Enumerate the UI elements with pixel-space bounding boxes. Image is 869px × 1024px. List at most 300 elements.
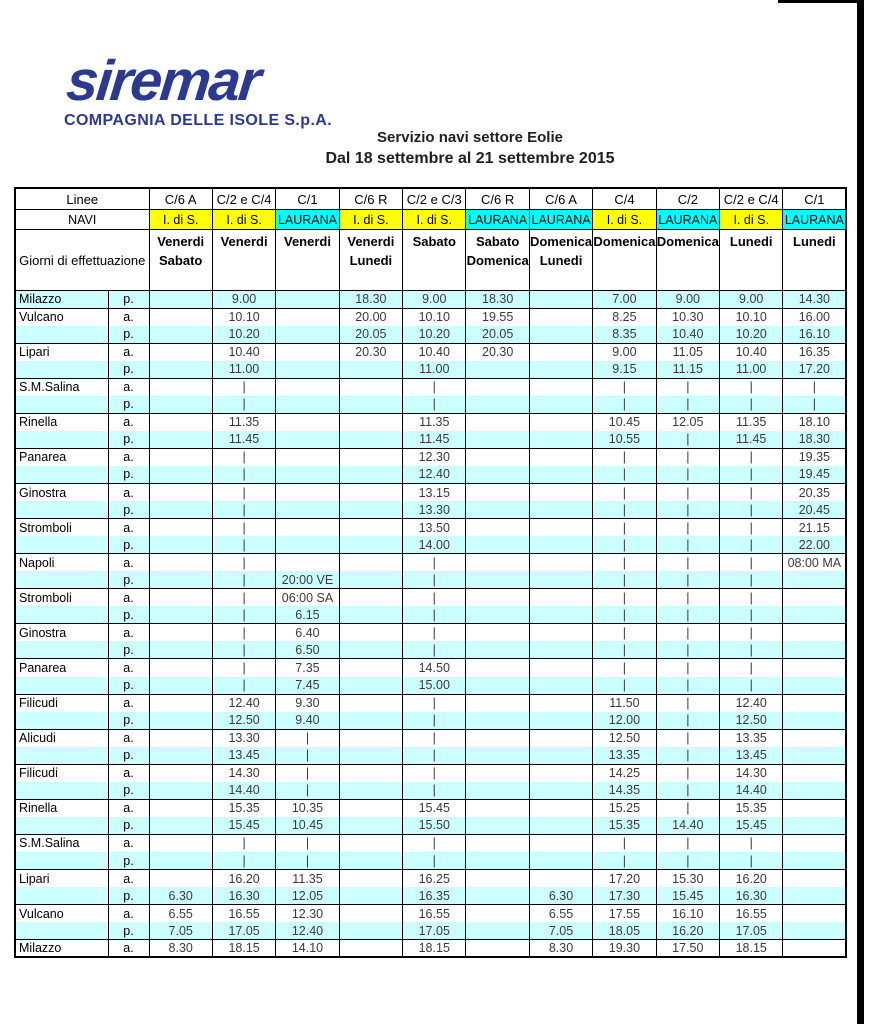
time-cell — [466, 905, 529, 923]
timetable-row — [15, 852, 846, 870]
time-cell: 9.00 — [593, 343, 656, 361]
time-cell: | — [593, 448, 656, 466]
time-cell: 15.45 — [212, 817, 275, 835]
time-cell: 16.20 — [656, 922, 719, 940]
time-cell — [339, 782, 402, 800]
linea-header-0: C/6 A — [149, 188, 212, 210]
time-cell: | — [212, 554, 275, 572]
time-cell: 7.05 — [529, 922, 592, 940]
time-cell: 18.15 — [212, 940, 275, 958]
time-cell: | — [720, 378, 783, 396]
time-cell — [149, 378, 212, 396]
time-cell — [466, 466, 529, 484]
time-cell: 16.10 — [783, 326, 846, 344]
time-cell: 17.20 — [783, 361, 846, 379]
time-cell: | — [720, 571, 783, 589]
time-cell: 16.35 — [403, 887, 466, 905]
time-cell: | — [212, 589, 275, 607]
time-cell — [276, 396, 339, 414]
time-cell: 20.30 — [339, 343, 402, 361]
time-cell: | — [720, 466, 783, 484]
time-cell: | — [403, 834, 466, 852]
time-cell — [276, 378, 339, 396]
time-cell: 8.35 — [593, 326, 656, 344]
time-cell — [149, 712, 212, 730]
port-cell — [15, 641, 108, 659]
ap-cell: p. — [108, 641, 149, 659]
timetable-row — [15, 694, 846, 712]
time-cell — [339, 378, 402, 396]
timetable-row — [15, 466, 846, 484]
time-cell — [339, 571, 402, 589]
time-cell: 16.20 — [212, 870, 275, 888]
logo-brand-text: siremar — [63, 49, 263, 113]
time-cell: | — [276, 834, 339, 852]
time-cell: 20.05 — [339, 326, 402, 344]
giorni-label: Giorni di effettuazione — [15, 230, 149, 291]
ap-cell: a. — [108, 834, 149, 852]
time-cell: 14.00 — [403, 536, 466, 554]
time-cell — [339, 431, 402, 449]
time-cell: 15.45 — [403, 799, 466, 817]
time-cell: 10.40 — [656, 326, 719, 344]
ap-cell: p. — [108, 431, 149, 449]
time-cell: 13.35 — [593, 747, 656, 765]
port-cell — [15, 782, 108, 800]
timetable-row — [15, 782, 846, 800]
time-cell: 11.50 — [593, 694, 656, 712]
nave-header-6: LAURANA — [529, 210, 592, 230]
time-cell: 10.30 — [656, 308, 719, 326]
ap-cell: p. — [108, 466, 149, 484]
linea-header-6: C/6 A — [529, 188, 592, 210]
time-cell: | — [593, 536, 656, 554]
time-cell — [783, 870, 846, 888]
time-cell: 14.10 — [276, 940, 339, 958]
time-cell — [149, 448, 212, 466]
linee-label: Linee — [15, 188, 149, 210]
time-cell — [149, 291, 212, 309]
time-cell: 13.45 — [720, 747, 783, 765]
time-cell — [276, 554, 339, 572]
nave-header-4: I. di S. — [403, 210, 466, 230]
time-cell: 10.10 — [403, 308, 466, 326]
timetable-row — [15, 448, 846, 466]
time-cell: | — [656, 694, 719, 712]
time-cell — [466, 940, 529, 958]
nave-header-0: I. di S. — [149, 210, 212, 230]
time-cell: 17.05 — [403, 922, 466, 940]
time-cell: | — [212, 677, 275, 695]
time-cell: 12.50 — [212, 712, 275, 730]
time-cell: | — [720, 536, 783, 554]
time-cell — [466, 887, 529, 905]
time-cell — [339, 396, 402, 414]
nave-header-9: I. di S. — [720, 210, 783, 230]
giorni-header-7: Domenica — [593, 230, 656, 291]
timetable-row — [15, 554, 846, 572]
time-cell: 11.15 — [656, 361, 719, 379]
time-cell: | — [403, 641, 466, 659]
time-cell — [339, 764, 402, 782]
time-cell: | — [656, 501, 719, 519]
time-cell: 10.20 — [403, 326, 466, 344]
time-cell — [149, 484, 212, 502]
time-cell: 11.00 — [403, 361, 466, 379]
time-cell: 15.25 — [593, 799, 656, 817]
time-cell — [149, 834, 212, 852]
time-cell: | — [720, 554, 783, 572]
time-cell: | — [403, 694, 466, 712]
timetable-row — [15, 887, 846, 905]
time-cell: 12.05 — [656, 413, 719, 431]
time-cell — [529, 712, 592, 730]
ap-cell: a. — [108, 764, 149, 782]
time-cell: 20.45 — [783, 501, 846, 519]
time-cell: 6.15 — [276, 606, 339, 624]
port-cell — [15, 571, 108, 589]
timetable-row — [15, 291, 846, 309]
time-cell: 11.45 — [212, 431, 275, 449]
timetable — [14, 187, 847, 958]
time-cell: 9.15 — [593, 361, 656, 379]
time-cell — [466, 729, 529, 747]
time-cell — [466, 799, 529, 817]
timetable-row — [15, 536, 846, 554]
nave-header-8: LAURANA — [656, 210, 719, 230]
time-cell: | — [403, 764, 466, 782]
timetable-row — [15, 764, 846, 782]
time-cell: | — [656, 729, 719, 747]
time-cell: | — [720, 852, 783, 870]
time-cell: 16.55 — [212, 905, 275, 923]
ap-cell: a. — [108, 799, 149, 817]
time-cell: 8.25 — [593, 308, 656, 326]
time-cell: 14.35 — [593, 782, 656, 800]
time-cell — [529, 501, 592, 519]
time-cell: 11.00 — [212, 361, 275, 379]
time-cell: | — [403, 589, 466, 607]
time-cell: | — [656, 852, 719, 870]
time-cell: | — [403, 747, 466, 765]
navi-label: NAVI — [15, 210, 149, 230]
time-cell: 18.10 — [783, 413, 846, 431]
port-cell — [15, 431, 108, 449]
time-cell: | — [212, 834, 275, 852]
giorni-header-8: Domenica — [656, 230, 719, 291]
time-cell: 13.30 — [403, 501, 466, 519]
time-cell: | — [212, 484, 275, 502]
time-cell — [339, 448, 402, 466]
time-cell — [276, 308, 339, 326]
time-cell — [529, 519, 592, 537]
time-cell: 10.35 — [276, 799, 339, 817]
ap-cell: a. — [108, 694, 149, 712]
timetable-row — [15, 659, 846, 677]
time-cell: | — [212, 501, 275, 519]
linea-header-8: C/2 — [656, 188, 719, 210]
time-cell: 6.55 — [529, 905, 592, 923]
time-cell — [339, 606, 402, 624]
time-cell — [276, 326, 339, 344]
ap-cell: p. — [108, 396, 149, 414]
time-cell: 10.40 — [720, 343, 783, 361]
time-cell: | — [403, 624, 466, 642]
time-cell: | — [656, 589, 719, 607]
time-cell: 20.35 — [783, 484, 846, 502]
giorni-header-3: Venerdi Lunedi — [339, 230, 402, 291]
navi-header-row — [15, 210, 846, 230]
time-cell: | — [212, 466, 275, 484]
ap-cell: a. — [108, 905, 149, 923]
ap-cell: a. — [108, 448, 149, 466]
time-cell: 7.00 — [593, 291, 656, 309]
time-cell — [783, 940, 846, 958]
time-cell: | — [593, 501, 656, 519]
time-cell — [339, 747, 402, 765]
time-cell — [783, 641, 846, 659]
time-cell: 13.45 — [212, 747, 275, 765]
timetable-row — [15, 922, 846, 940]
time-cell: 10.20 — [212, 326, 275, 344]
time-cell: 16.00 — [783, 308, 846, 326]
time-cell: 9.40 — [276, 712, 339, 730]
nave-header-5: LAURANA — [466, 210, 529, 230]
time-cell — [276, 484, 339, 502]
time-cell — [466, 817, 529, 835]
time-cell — [529, 484, 592, 502]
time-cell — [276, 448, 339, 466]
time-cell — [529, 378, 592, 396]
time-cell: | — [720, 396, 783, 414]
time-cell: | — [656, 641, 719, 659]
timetable-row — [15, 870, 846, 888]
giorni-header-4: Sabato — [403, 230, 466, 291]
time-cell — [149, 624, 212, 642]
time-cell: 7.35 — [276, 659, 339, 677]
port-cell — [15, 361, 108, 379]
time-cell: 15.35 — [593, 817, 656, 835]
time-cell: 14.40 — [720, 782, 783, 800]
time-cell: 14.25 — [593, 764, 656, 782]
ap-cell: a. — [108, 659, 149, 677]
time-cell: 11.35 — [403, 413, 466, 431]
time-cell: 18.15 — [403, 940, 466, 958]
port-cell: S.M.Salina — [15, 834, 108, 852]
port-cell — [15, 922, 108, 940]
time-cell: | — [656, 378, 719, 396]
time-cell — [339, 694, 402, 712]
linea-header-4: C/2 e C/3 — [403, 188, 466, 210]
time-cell — [529, 852, 592, 870]
time-cell — [466, 782, 529, 800]
scan-edge-right — [857, 0, 864, 1024]
time-cell: | — [212, 624, 275, 642]
time-cell: | — [656, 624, 719, 642]
time-cell: | — [656, 571, 719, 589]
time-cell — [783, 606, 846, 624]
time-cell: | — [593, 554, 656, 572]
time-cell: 9.30 — [276, 694, 339, 712]
time-cell: | — [593, 834, 656, 852]
ap-cell: p. — [108, 677, 149, 695]
ap-cell: a. — [108, 729, 149, 747]
giorni-header-2: Venerdi — [276, 230, 339, 291]
time-cell — [529, 308, 592, 326]
time-cell: 7.05 — [149, 922, 212, 940]
time-cell — [149, 659, 212, 677]
time-cell: 22.00 — [783, 536, 846, 554]
time-cell: 18.15 — [720, 940, 783, 958]
time-cell — [149, 361, 212, 379]
port-cell — [15, 396, 108, 414]
time-cell — [466, 361, 529, 379]
timetable-row — [15, 677, 846, 695]
time-cell — [783, 677, 846, 695]
time-cell: | — [656, 484, 719, 502]
time-cell: 12.05 — [276, 887, 339, 905]
time-cell: | — [720, 519, 783, 537]
time-cell: | — [212, 396, 275, 414]
time-cell: 14.30 — [212, 764, 275, 782]
time-cell: 12.50 — [593, 729, 656, 747]
time-cell: | — [656, 536, 719, 554]
time-cell — [783, 817, 846, 835]
time-cell: | — [656, 834, 719, 852]
ap-cell: p. — [108, 782, 149, 800]
giorni-header-6: Domenica Lunedi — [529, 230, 592, 291]
time-cell: 20.30 — [466, 343, 529, 361]
time-cell: | — [656, 677, 719, 695]
time-cell — [339, 536, 402, 554]
time-cell: | — [403, 852, 466, 870]
time-cell — [149, 554, 212, 572]
document-title — [280, 128, 660, 169]
time-cell: 18.30 — [466, 291, 529, 309]
logo-subtitle: COMPAGNIA DELLE ISOLE S.p.A. — [64, 112, 333, 129]
time-cell — [466, 536, 529, 554]
time-cell — [529, 361, 592, 379]
timetable-row — [15, 308, 846, 326]
time-cell — [339, 659, 402, 677]
ap-cell: p. — [108, 291, 149, 309]
time-cell — [339, 729, 402, 747]
time-cell — [276, 431, 339, 449]
time-cell — [276, 536, 339, 554]
time-cell — [529, 764, 592, 782]
port-cell — [15, 326, 108, 344]
port-cell — [15, 606, 108, 624]
time-cell — [276, 466, 339, 484]
time-cell: | — [656, 466, 719, 484]
time-cell — [783, 782, 846, 800]
timetable-row — [15, 484, 846, 502]
time-cell: | — [720, 448, 783, 466]
port-cell — [15, 817, 108, 835]
time-cell: 18.30 — [339, 291, 402, 309]
time-cell — [466, 870, 529, 888]
time-cell: | — [403, 571, 466, 589]
time-cell: 7.45 — [276, 677, 339, 695]
nave-header-3: I. di S. — [339, 210, 402, 230]
time-cell: | — [720, 589, 783, 607]
time-cell: | — [656, 764, 719, 782]
time-cell — [339, 922, 402, 940]
time-cell: 17.20 — [593, 870, 656, 888]
ap-cell: p. — [108, 606, 149, 624]
time-cell: 6.30 — [529, 887, 592, 905]
time-cell — [149, 326, 212, 344]
time-cell: 10.20 — [720, 326, 783, 344]
time-cell — [276, 291, 339, 309]
time-cell — [529, 747, 592, 765]
time-cell — [529, 291, 592, 309]
time-cell — [529, 536, 592, 554]
time-cell: | — [656, 448, 719, 466]
time-cell: 16.25 — [403, 870, 466, 888]
time-cell — [339, 870, 402, 888]
time-cell — [783, 659, 846, 677]
timetable-row — [15, 519, 846, 537]
nave-header-10: LAURANA — [783, 210, 846, 230]
time-cell — [529, 431, 592, 449]
time-cell — [466, 747, 529, 765]
ap-cell: p. — [108, 887, 149, 905]
time-cell: 11.45 — [403, 431, 466, 449]
timetable-row — [15, 343, 846, 361]
time-cell — [529, 641, 592, 659]
port-cell: S.M.Salina — [15, 378, 108, 396]
timetable-row — [15, 326, 846, 344]
time-cell: | — [720, 501, 783, 519]
port-cell: Filicudi — [15, 764, 108, 782]
time-cell: 6.30 — [149, 887, 212, 905]
giorni-header-row — [15, 230, 846, 291]
port-cell — [15, 466, 108, 484]
time-cell — [529, 606, 592, 624]
time-cell: | — [276, 852, 339, 870]
time-cell — [149, 501, 212, 519]
time-cell: 15.35 — [212, 799, 275, 817]
port-cell — [15, 712, 108, 730]
ap-cell: p. — [108, 852, 149, 870]
time-cell: 16.30 — [212, 887, 275, 905]
time-cell: 19.30 — [593, 940, 656, 958]
giorni-header-0: Venerdi Sabato — [149, 230, 212, 291]
port-cell: Milazzo — [15, 291, 108, 309]
ap-cell: p. — [108, 747, 149, 765]
time-cell: 13.50 — [403, 519, 466, 537]
time-cell — [466, 484, 529, 502]
time-cell: 6.55 — [149, 905, 212, 923]
time-cell — [276, 413, 339, 431]
time-cell: 10.45 — [276, 817, 339, 835]
time-cell — [339, 677, 402, 695]
time-cell: | — [656, 712, 719, 730]
time-cell — [276, 501, 339, 519]
time-cell — [466, 571, 529, 589]
time-cell — [529, 729, 592, 747]
time-cell: 13.30 — [212, 729, 275, 747]
time-cell: 10.45 — [593, 413, 656, 431]
time-cell — [783, 624, 846, 642]
time-cell — [466, 659, 529, 677]
time-cell: | — [593, 624, 656, 642]
time-cell: 11.05 — [656, 343, 719, 361]
time-cell: | — [720, 624, 783, 642]
timetable-row — [15, 834, 846, 852]
time-cell — [466, 852, 529, 870]
